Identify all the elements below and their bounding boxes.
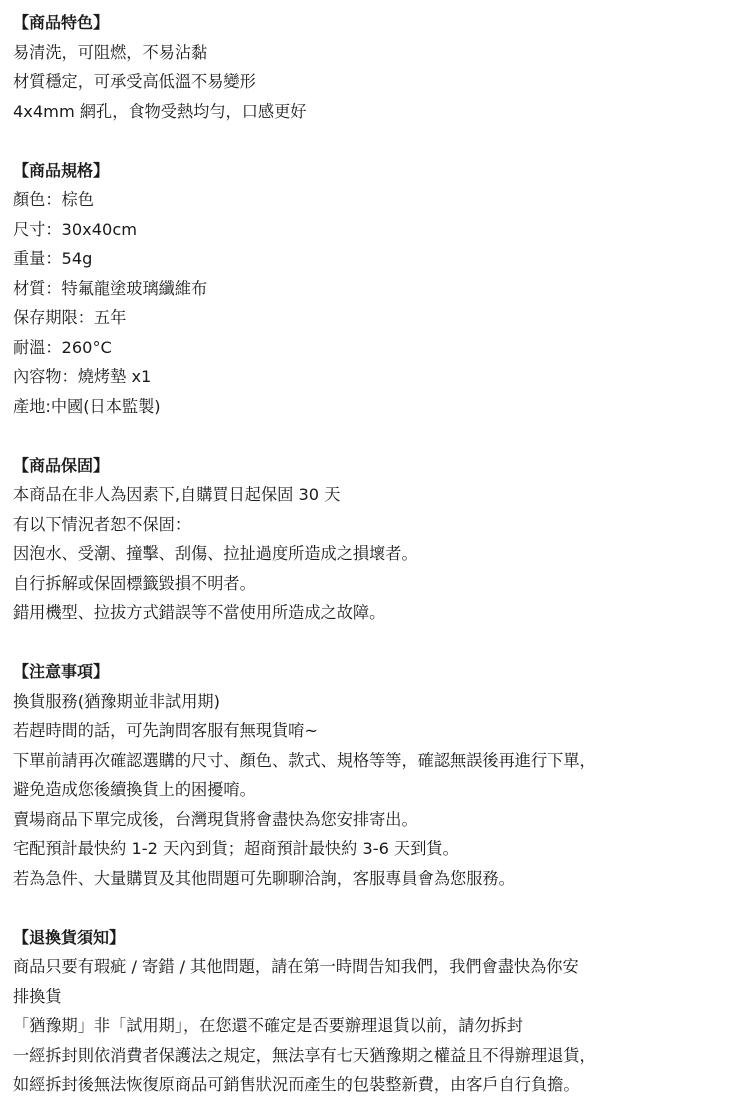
- notes-section: [13, 657, 750, 893]
- features-heading: 【商品特色】: [13, 13, 110, 32]
- features-line: 材質穩定，可承受高低溫不易變形: [13, 72, 256, 91]
- returns-line: 「猶豫期」非「試用期」，在您還不確定是否要辦理退貨以前，請勿拆封: [13, 1016, 523, 1035]
- notes-line: 賣場商品下單完成後，台灣現貨將會盡快為您安排寄出。: [13, 809, 418, 829]
- features-line: 4x4mm 網孔，食物受熱均勻，口感更好: [13, 101, 307, 121]
- warranty-line: 錯用機型、拉拔方式錯誤等不當使用所造成之故障。: [13, 603, 386, 622]
- warranty-line: 有以下情況者恕不保固：: [13, 514, 192, 534]
- warranty-section: [13, 451, 750, 628]
- returns-line: 如經拆封後無法恢復原商品可銷售狀況而產生的包裝整新費，由客戶自行負擔。: [13, 1075, 580, 1094]
- spec-color: 顏色：棕色: [13, 190, 94, 209]
- notes-line: 換貨服務(猶豫期並非試用期): [13, 691, 220, 711]
- returns-line: 一經拆封則依消費者保護法之規定，無法享有七天猶豫期之權益且不得辦理退貨，: [13, 1045, 596, 1065]
- notes-line: 下單前請再次確認選購的尺寸、顏色、款式、規格等等，確認無誤後再進行下單，: [13, 750, 596, 770]
- warranty-line: 自行拆解或保固標籤毀損不明者。: [13, 573, 256, 593]
- warranty-line: 因泡水、受潮、撞擊、刮傷、拉扯過度所造成之損壞者。: [13, 544, 418, 563]
- spec-origin: 產地:中國(日本監製): [13, 396, 161, 416]
- specs-section: [13, 156, 750, 422]
- returns-line: 排換貨: [13, 986, 62, 1006]
- notes-line: 若趕時間的話，可先詢問客服有無現貨唷~: [13, 721, 318, 740]
- notes-line: 宅配預計最快約 1-2 天內到貨；超商預計最快約 3-6 天到貨。: [13, 839, 459, 858]
- warranty-heading: 【商品保固】: [13, 455, 110, 475]
- spec-weight: 重量：54g: [13, 249, 93, 268]
- spec-material: 材質：特氟龍塗玻璃纖維布: [13, 278, 208, 298]
- notes-heading: 【注意事項】: [13, 662, 110, 681]
- notes-line: 若為急件、大量購買及其他問題可先聊聊洽詢，客服專員會為您服務。: [13, 868, 515, 888]
- specs-heading: 【商品規格】: [13, 160, 110, 180]
- features-section: [13, 8, 750, 126]
- spec-heat-resistance: 耐溫：260°C: [13, 337, 112, 357]
- notes-line: 避免造成您後續換貨上的困擾唷。: [13, 780, 256, 799]
- spec-contents: 內容物：燒烤墊 x1: [13, 367, 152, 386]
- spec-shelf-life: 保存期限：五年: [13, 308, 127, 327]
- warranty-line: 本商品在非人為因素下,自購買日起保固 30 天: [13, 485, 341, 504]
- returns-section: [13, 923, 750, 1100]
- spec-size: 尺寸：30x40cm: [13, 219, 138, 239]
- returns-heading: 【退換貨須知】: [13, 927, 126, 947]
- returns-line: 商品只要有瑕疵 / 寄錯 / 其他問題，請在第一時間告知我們，我們會盡快為你安: [13, 957, 579, 976]
- features-line: 易清洗，可阻燃，不易沾黏: [13, 42, 208, 62]
